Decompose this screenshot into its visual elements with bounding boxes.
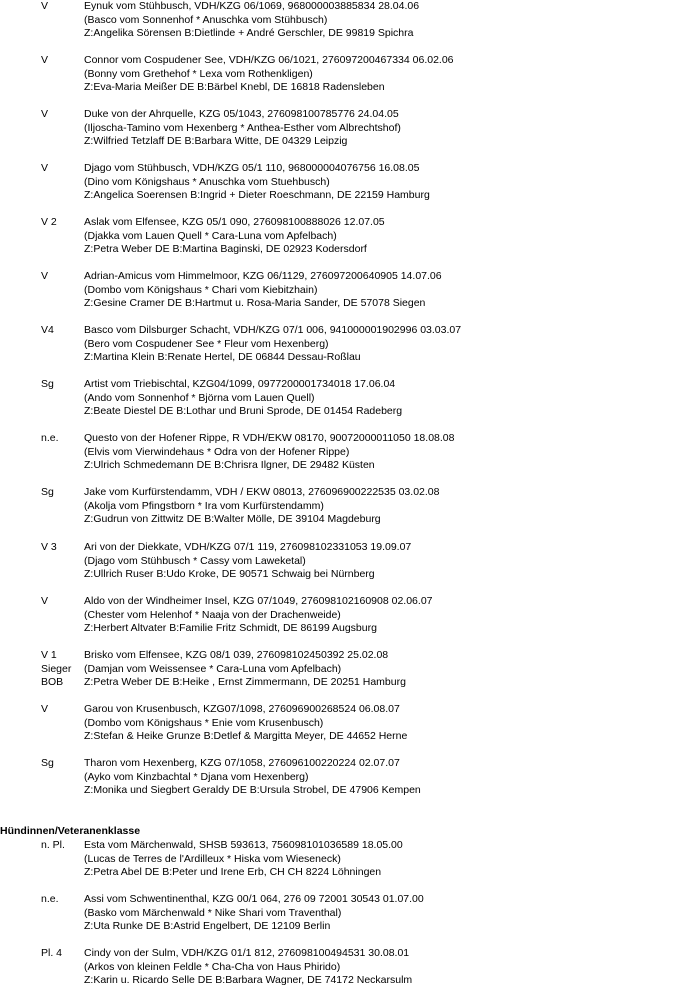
entry-details bbox=[84, 54, 696, 95]
breeder-owner: Z:Beate Diestel DE B:Lothar und Bruni Sprode, DE 01454 Radeberg bbox=[84, 405, 403, 417]
dog-name-registration: Esta vom Märchenwald, SHSB 593613, 756098101036589 18.05.00 bbox=[84, 839, 403, 851]
breeder-owner: Z:Karin u. Ricardo Selle DE B:Barbara Wagner, DE 74172 Neckarsulm bbox=[84, 974, 413, 986]
entry-details bbox=[84, 757, 696, 798]
dog-name-registration: Jake vom Kurfürstendamm, VDH / EKW 08013, 276096900222535 03.02.08 bbox=[84, 486, 440, 498]
breeder-owner: Z:Stefan & Heike Grunze B:Detlef & Margitta Meyer, DE 44652 Herne bbox=[84, 730, 408, 742]
breeder-owner: Z:Petra Abel DE B:Peter und Irene Erb, CH CH 8224 Löhningen bbox=[84, 866, 382, 878]
breeder-owner: Z:Wilfried Tetzlaff DE B:Barbara Witte, DE 04329 Leipzig bbox=[84, 135, 348, 147]
dog-parents: (Ayko vom Kinzbachtal * Djana vom Hexenberg) bbox=[84, 770, 309, 783]
entry-grade: V 3 bbox=[41, 541, 57, 553]
entry-details bbox=[84, 432, 696, 473]
breeder-owner: Z:Ullrich Ruser B:Udo Kroke, DE 90571 Schwaig bei Nürnberg bbox=[84, 568, 375, 580]
dog-name-registration: Cindy von der Sulm, VDH/KZG 01/1 812, 276098100494531 30.08.01 bbox=[84, 947, 410, 959]
breeder-owner: Z:Angelika Sörensen B:Dietlinde + André Gerschler, DE 99819 Spichra bbox=[84, 27, 414, 39]
section-heading: Hündinnen/Veteranenklasse bbox=[0, 825, 141, 837]
entry-grade: V 1 Sieger BOB bbox=[41, 649, 72, 688]
dog-parents: (Ando vom Sonnenhof * Björna vom Lauen Quell) bbox=[84, 391, 315, 404]
entry-grade: V bbox=[41, 0, 49, 12]
dog-parents: (Lucas de Terres de l'Ardilleux * Hiska vom Wieseneck) bbox=[84, 852, 341, 865]
entry-grade: V4 bbox=[41, 324, 54, 336]
entry-grade: V bbox=[41, 703, 49, 715]
entry-details bbox=[84, 486, 696, 527]
breeder-owner: Z:Martina Klein B:Renate Hertel, DE 06844 Dessau-Roßlau bbox=[84, 351, 361, 363]
entry-details bbox=[84, 162, 696, 203]
entry-grade: n.e. bbox=[41, 893, 59, 905]
dog-name-registration: Basco vom Dilsburger Schacht, VDH/KZG 07/1 006, 941000001902996 03.03.07 bbox=[84, 324, 462, 336]
dog-parents: (Elvis vom Vierwindehaus * Odra von der Hofener Rippe) bbox=[84, 445, 350, 458]
breeder-owner: Z:Petra Weber DE B:Martina Baginski, DE 02923 Kodersdorf bbox=[84, 243, 367, 255]
dog-parents: (Dino vom Königshaus * Anuschka vom Stuehbusch) bbox=[84, 175, 330, 188]
dog-name-registration: Adrian-Amicus vom Himmelmoor, KZG 06/1129, 276097200640905 14.07.06 bbox=[84, 270, 442, 282]
dog-name-registration: Eynuk vom Stühbusch, VDH/KZG 06/1069, 968000003885834 28.04.06 bbox=[84, 0, 420, 12]
dog-name-registration: Duke von der Ahrquelle, KZG 05/1043, 276098100785776 24.04.05 bbox=[84, 108, 399, 120]
dog-name-registration: Artist vom Triebischtal, KZG04/1099, 0977200001734018 17.06.04 bbox=[84, 378, 396, 390]
breeder-owner: Z:Monika und Siegbert Geraldy DE B:Ursula Strobel, DE 47906 Kempen bbox=[84, 784, 421, 796]
entry-details bbox=[84, 649, 696, 690]
dog-name-registration: Tharon vom Hexenberg, KZG 07/1058, 276096100220224 02.07.07 bbox=[84, 757, 400, 769]
dog-parents: (Basco vom Sonnenhof * Anuschka vom Stühbusch) bbox=[84, 13, 328, 26]
entry-details bbox=[84, 595, 696, 636]
entry-details bbox=[84, 893, 696, 934]
entry-details bbox=[84, 270, 696, 311]
entry-details bbox=[84, 703, 696, 744]
breeder-owner: Z:Gesine Cramer DE B:Hartmut u. Rosa-Maria Sander, DE 57078 Siegen bbox=[84, 297, 426, 309]
dog-name-registration: Assi vom Schwentinenthal, KZG 00/1 064, 276 09 72001 30543 01.07.00 bbox=[84, 893, 424, 905]
dog-parents: (Akolja vom Pfingstborn * Ira vom Kurfürstendamm) bbox=[84, 499, 324, 512]
dog-parents: (Dombo vom Königshaus * Enie vom Krusenbusch) bbox=[84, 716, 324, 729]
dog-name-registration: Aldo von der Windheimer Insel, KZG 07/1049, 276098102160908 02.06.07 bbox=[84, 595, 433, 607]
breeder-owner: Z:Gudrun von Zittwitz DE B:Walter Mölle, DE 39104 Magdeburg bbox=[84, 513, 381, 525]
entry-grade: V bbox=[41, 54, 49, 66]
breeder-owner: Z:Herbert Altvater B:Familie Fritz Schmidt, DE 86199 Augsburg bbox=[84, 622, 377, 634]
dog-name-registration: Ari von der Diekkate, VDH/KZG 07/1 119, 276098102331053 19.09.07 bbox=[84, 541, 412, 553]
entry-grade: V bbox=[41, 270, 49, 282]
dog-parents: (Iljoscha-Tamino vom Hexenberg * Anthea-Esther vom Albrechtshof) bbox=[84, 121, 401, 134]
breeder-owner: Z:Eva-Maria Meißer DE B:Bärbel Knebl, DE 16818 Radensleben bbox=[84, 81, 385, 93]
entry-grade: V bbox=[41, 595, 49, 607]
breeder-owner: Z:Petra Weber DE B:Heike , Ernst Zimmermann, DE 20251 Hamburg bbox=[84, 676, 406, 688]
breeder-owner: Z:Uta Runke DE B:Astrid Engelbert, DE 12109 Berlin bbox=[84, 920, 331, 932]
entry-grade: n. Pl. bbox=[41, 839, 65, 851]
dog-parents: (Bero vom Cospudener See * Fleur vom Hexenberg) bbox=[84, 337, 329, 350]
entry-grade: V bbox=[41, 108, 49, 120]
breeder-owner: Z:Ulrich Schmedemann DE B:Chrisra Ilgner, DE 29482 Küsten bbox=[84, 459, 375, 471]
dog-name-registration: Djago vom Stühbusch, VDH/KZG 05/1 110, 968000004076756 16.08.05 bbox=[84, 162, 420, 174]
entry-grade: Sg bbox=[41, 378, 54, 390]
dog-parents: (Damjan vom Weissensee * Cara-Luna vom Apfelbach) bbox=[84, 662, 342, 675]
entry-details bbox=[84, 216, 696, 257]
breeder-owner: Z:Angelica Soerensen B:Ingrid + Dieter Roeschmann, DE 22159 Hamburg bbox=[84, 189, 430, 201]
dog-parents: (Arkos von kleinen Feldle * Cha-Cha von Haus Phirido) bbox=[84, 960, 341, 973]
entry-details bbox=[84, 541, 696, 582]
dog-parents: (Djakka vom Lauen Quell * Cara-Luna vom Apfelbach) bbox=[84, 229, 337, 242]
entry-grade: V 2 bbox=[41, 216, 57, 228]
dog-name-registration: Connor vom Cospudener See, VDH/KZG 06/1021, 276097200467334 06.02.06 bbox=[84, 54, 454, 66]
entry-details bbox=[84, 947, 696, 988]
entry-details bbox=[84, 324, 696, 365]
dog-name-registration: Aslak vom Elfensee, KZG 05/1 090, 276098100888026 12.07.05 bbox=[84, 216, 385, 228]
dog-name-registration: Brisko vom Elfensee, KZG 08/1 039, 276098102450392 25.02.08 bbox=[84, 649, 389, 661]
entry-grade: V bbox=[41, 162, 49, 174]
dog-parents: (Dombo vom Königshaus * Chari vom Kiebitzhain) bbox=[84, 283, 318, 296]
entry-grade: Sg bbox=[41, 486, 54, 498]
entry-details bbox=[84, 108, 696, 149]
dog-parents: (Djago vom Stühbusch * Cassy vom Laweketal) bbox=[84, 554, 306, 567]
entry-details bbox=[84, 839, 696, 880]
entry-grade: Pl. 4 bbox=[41, 947, 63, 959]
entry-details bbox=[84, 378, 696, 419]
entry-grade: Sg bbox=[41, 757, 54, 769]
dog-name-registration: Questo von der Hofener Rippe, R VDH/EKW 08170, 90072000011050 18.08.08 bbox=[84, 432, 455, 444]
dog-parents: (Bonny vom Grethehof * Lexa vom Rothenkligen) bbox=[84, 67, 313, 80]
entry-grade: n.e. bbox=[41, 432, 59, 444]
dog-parents: (Chester vom Helenhof * Naaja von der Drachenweide) bbox=[84, 608, 341, 621]
dog-name-registration: Garou von Krusenbusch, KZG07/1098, 276096900268524 06.08.07 bbox=[84, 703, 400, 715]
dog-parents: (Basko vom Märchenwald * Nike Shari vom Traventhal) bbox=[84, 906, 342, 919]
entry-details bbox=[84, 0, 696, 41]
